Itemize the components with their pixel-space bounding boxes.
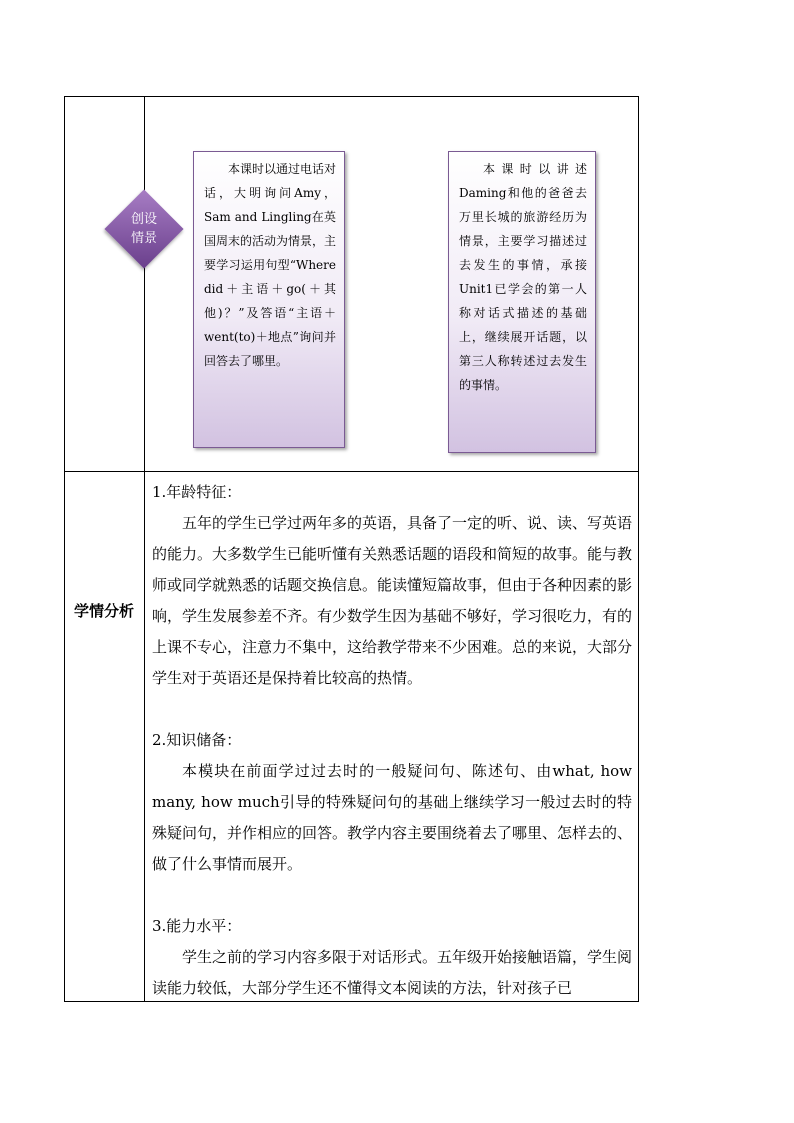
section-heading-ability: 3.能力水平：: [152, 917, 242, 935]
section-heading-age: 1.年龄特征：: [152, 483, 242, 501]
scenario-box-unit2-text: 本课时以讲述Daming和他的爸爸去万里长城的旅游经历为情景，主要学习描述过去发生的事情，承接Unit1已学会的第一人称对话式描述的基础上，继续展开话题，以第三人称转述过去发生的事情。: [459, 162, 587, 392]
scenario-box-unit2: [448, 151, 596, 453]
scenario-label-diamond: [104, 189, 184, 269]
scenario-box-unit1-text: 本课时以通过电话对话，大明询问Amy，Sam and Lingling在英国周末的活动为情景，主要学习运用句型“Where did＋主语＋go(＋其他)？”及答语“主语＋went(to)＋地点”询问并回答去了哪里。: [204, 162, 337, 368]
section-heading-knowledge: 2.知识储备：: [152, 731, 242, 749]
scenario-label: 创设情景: [130, 212, 157, 246]
section-body-knowledge: 本模块在前面学过过去时的一般疑问句、陈述句、由what, how many, how much引导的特殊疑问句的基础上继续学习一般过去时的特殊疑问句，并作相应的回答。教学内容主要围绕着去了哪里、怎样去的、做了什么事情而展开。: [152, 762, 633, 873]
section-body-age: 五年的学生已学过两年多的英语，具备了一定的听、说、读、写英语的能力。大多数学生已能听懂有关熟悉话题的语段和简短的故事。能与教师或同学就熟悉的话题交换信息。能读懂短篇故事，但由于各种因素的影响，学生发展参差不齐。有少数学生因为基础不够好，学习很吃力，有的上课不专心，注意力不集中，这给教学带来不少困难。总的来说，大部分学生对于英语还是保持着比较高的热情。: [152, 514, 633, 687]
row-divider: [64, 471, 639, 472]
scenario-box-unit1: [193, 151, 345, 448]
section-body-ability: 学生之前的学习内容多限于对话形式。五年级开始接触语篇，学生阅读能力较低，大部分学生还不懂得文本阅读的方法，针对孩子已: [152, 948, 633, 997]
analysis-label: 学情分析: [73, 602, 134, 620]
analysis-content: [152, 477, 632, 1004]
